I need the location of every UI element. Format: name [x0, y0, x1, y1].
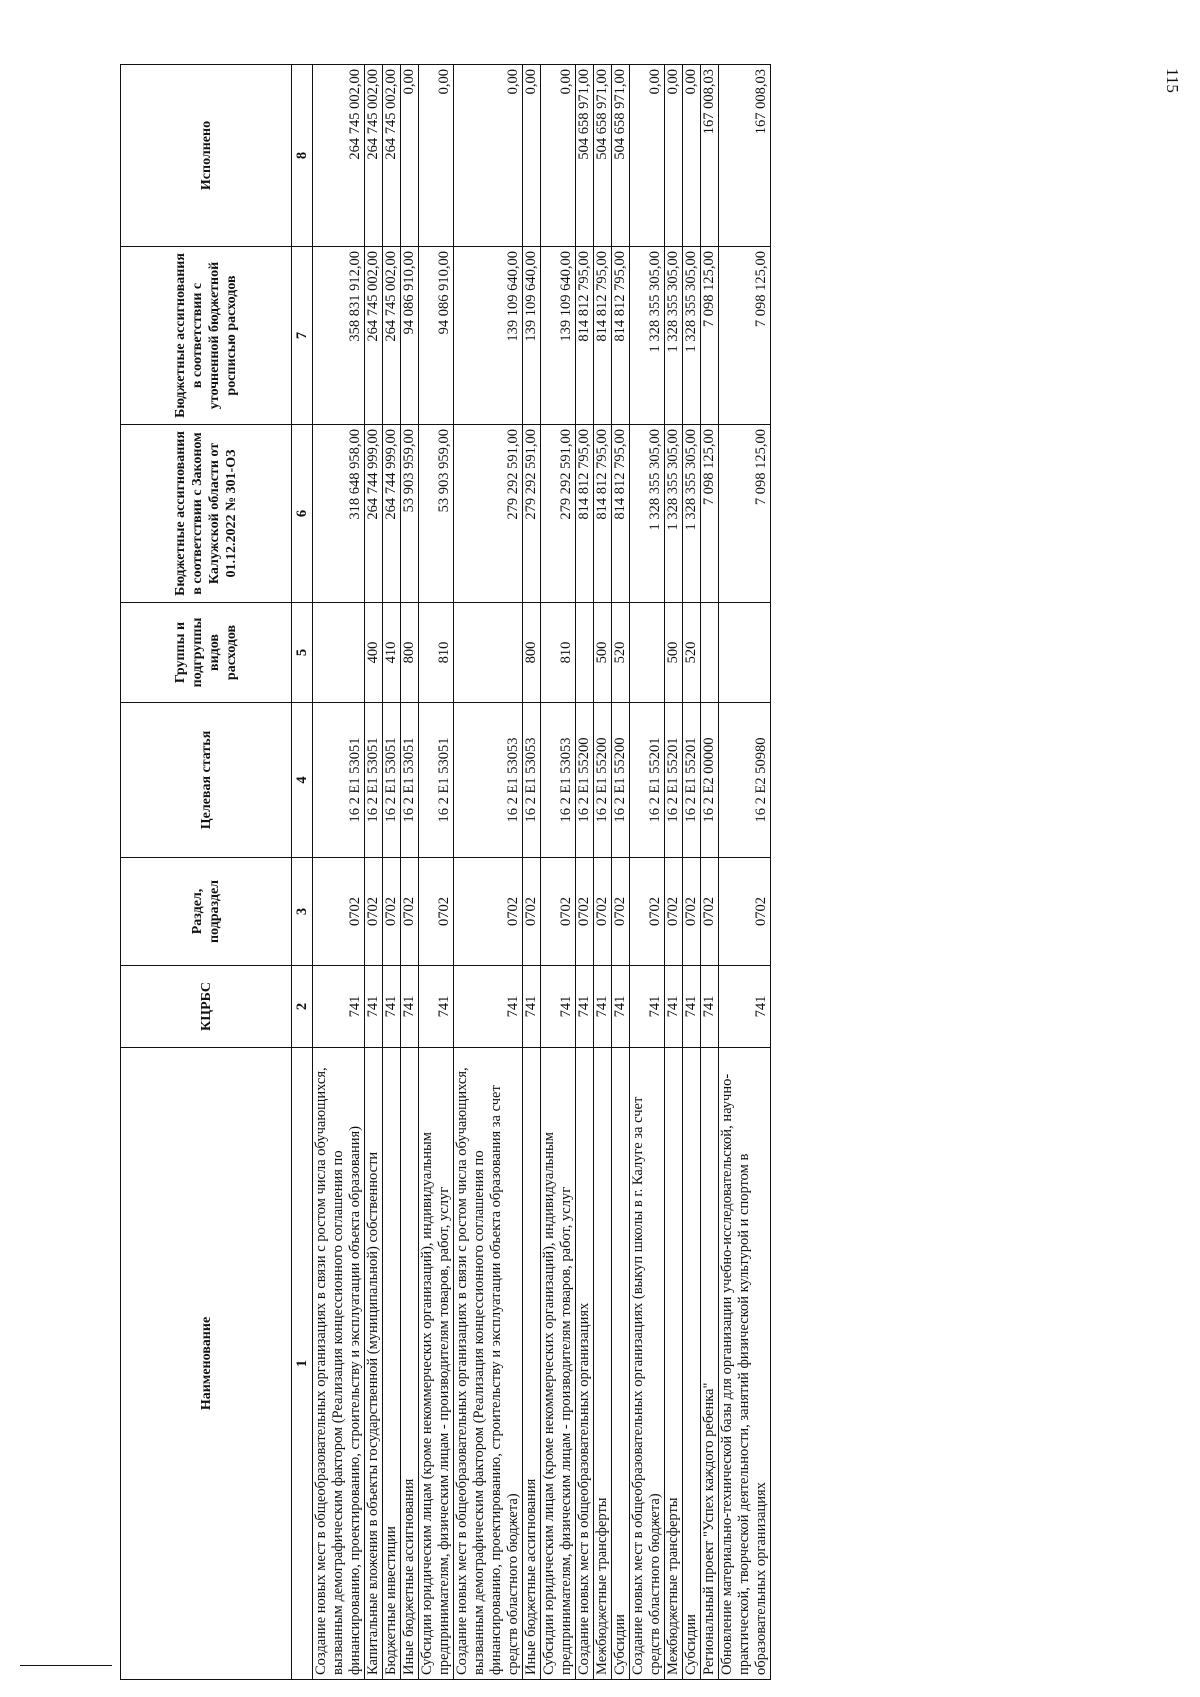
row-razdel: 0702	[701, 858, 719, 966]
row-expense-group: 800	[401, 603, 419, 703]
row-razdel: 0702	[541, 858, 576, 966]
row-target-article: 16 2 E1 53053	[541, 703, 576, 858]
row-law-amount: 279 292 591,00	[541, 425, 576, 603]
row-plan-amount: 7 098 125,00	[719, 247, 771, 425]
row-name: Создание новых мест в общеобразовательных организациях (выкуп школы в г. Калуге за счет средств областного бюджета)	[630, 1048, 665, 1680]
row-kcrbs: 741	[719, 966, 771, 1048]
row-plan-amount: 264 745 002,00	[383, 247, 401, 425]
row-target-article: 16 2 E1 55201	[665, 703, 683, 858]
row-razdel: 0702	[365, 858, 383, 966]
row-kcrbs: 741	[630, 966, 665, 1048]
row-kcrbs: 741	[401, 966, 419, 1048]
table-row	[719, 65, 771, 1680]
row-name: Иные бюджетные ассигнования	[523, 1048, 541, 1680]
row-executed-amount: 0,00	[523, 65, 541, 247]
row-target-article: 16 2 E1 53051	[383, 703, 401, 858]
page-number: 115	[1163, 68, 1182, 93]
header-expense-groups: Группы и подгруппы видов расходов	[121, 603, 292, 703]
column-number: 7	[292, 247, 313, 425]
row-kcrbs: 741	[454, 966, 523, 1048]
row-name: Создание новых мест в общеобразовательных организациях в связи с ростом числа обучающихся, вызванным демографическим фактором (Реализация концессионного соглашения по финансированию, проектированию, строительству и эксплуатации объекта образования за счет средств областного бюджета)	[454, 1048, 523, 1680]
row-kcrbs: 741	[365, 966, 383, 1048]
row-executed-amount: 167 008,03	[719, 65, 771, 247]
row-target-article: 16 2 E2 50980	[719, 703, 771, 858]
row-target-article: 16 2 E1 53053	[523, 703, 541, 858]
table-row	[612, 65, 630, 1680]
row-expense-group: 520	[683, 603, 701, 703]
row-law-amount: 7 098 125,00	[701, 425, 719, 603]
row-executed-amount: 264 745 002,00	[383, 65, 401, 247]
row-target-article: 16 2 E1 53051	[313, 703, 365, 858]
row-law-amount: 1 328 355 305,00	[665, 425, 683, 603]
row-kcrbs: 741	[419, 966, 454, 1048]
row-expense-group	[576, 603, 594, 703]
column-number: 2	[292, 966, 313, 1048]
column-number: 6	[292, 425, 313, 603]
row-executed-amount: 0,00	[665, 65, 683, 247]
table-row	[630, 65, 665, 1680]
row-law-amount: 7 098 125,00	[719, 425, 771, 603]
row-razdel: 0702	[630, 858, 665, 966]
row-razdel: 0702	[454, 858, 523, 966]
column-number-row	[292, 65, 313, 1680]
row-razdel: 0702	[313, 858, 365, 966]
row-target-article: 16 2 E1 55200	[612, 703, 630, 858]
row-plan-amount: 358 831 912,00	[313, 247, 365, 425]
header-target-article: Целевая статья	[121, 703, 292, 858]
row-name: Субсидии	[612, 1048, 630, 1680]
table-row	[419, 65, 454, 1680]
row-plan-amount: 1 328 355 305,00	[683, 247, 701, 425]
row-target-article: 16 2 E1 53051	[401, 703, 419, 858]
row-executed-amount: 0,00	[541, 65, 576, 247]
row-expense-group: 800	[523, 603, 541, 703]
budget-table	[120, 64, 771, 1680]
column-number: 1	[292, 1048, 313, 1680]
row-law-amount: 318 648 958,00	[313, 425, 365, 603]
row-executed-amount: 504 658 971,00	[576, 65, 594, 247]
row-razdel: 0702	[401, 858, 419, 966]
row-law-amount: 814 812 795,00	[612, 425, 630, 603]
row-kcrbs: 741	[612, 966, 630, 1048]
row-target-article: 16 2 E2 00000	[701, 703, 719, 858]
row-razdel: 0702	[594, 858, 612, 966]
row-razdel: 0702	[523, 858, 541, 966]
row-name: Бюджетные инвестиции	[383, 1048, 401, 1680]
row-expense-group: 520	[612, 603, 630, 703]
column-number: 5	[292, 603, 313, 703]
budget-table-container	[120, 65, 1045, 1680]
row-executed-amount: 0,00	[683, 65, 701, 247]
row-plan-amount: 7 098 125,00	[701, 247, 719, 425]
row-kcrbs: 741	[383, 966, 401, 1048]
table-row	[401, 65, 419, 1680]
header-law-allocations: Бюджетные ассигнования в соответствии с Законом Калужской области от 01.12.2022 № 301-ОЗ	[121, 425, 292, 603]
header-plan-allocations: Бюджетные ассигнования в соответствии с уточненной бюджетной росписью расходов	[121, 247, 292, 425]
row-kcrbs: 741	[576, 966, 594, 1048]
row-target-article: 16 2 E1 55200	[594, 703, 612, 858]
table-row	[541, 65, 576, 1680]
row-kcrbs: 741	[594, 966, 612, 1048]
row-plan-amount: 1 328 355 305,00	[665, 247, 683, 425]
row-expense-group	[454, 603, 523, 703]
row-law-amount: 1 328 355 305,00	[683, 425, 701, 603]
column-number: 8	[292, 65, 313, 247]
row-plan-amount: 139 109 640,00	[523, 247, 541, 425]
row-expense-group	[701, 603, 719, 703]
row-executed-amount: 0,00	[401, 65, 419, 247]
row-executed-amount: 504 658 971,00	[612, 65, 630, 247]
row-expense-group	[719, 603, 771, 703]
column-number: 4	[292, 703, 313, 858]
row-name: Региональный проект "Успех каждого ребенка"	[701, 1048, 719, 1680]
table-row	[665, 65, 683, 1680]
row-target-article: 16 2 E1 53051	[365, 703, 383, 858]
row-target-article: 16 2 E1 53051	[419, 703, 454, 858]
row-name: Иные бюджетные ассигнования	[401, 1048, 419, 1680]
header-name: Наименование	[121, 1048, 292, 1680]
row-executed-amount: 0,00	[454, 65, 523, 247]
row-plan-amount: 94 086 910,00	[401, 247, 419, 425]
table-row	[523, 65, 541, 1680]
row-expense-group	[630, 603, 665, 703]
row-expense-group: 500	[594, 603, 612, 703]
row-kcrbs: 741	[541, 966, 576, 1048]
row-executed-amount: 0,00	[419, 65, 454, 247]
row-executed-amount: 0,00	[630, 65, 665, 247]
table-row	[313, 65, 365, 1680]
table-row	[365, 65, 383, 1680]
row-name: Обновление материально-технической базы для организации учебно-исследовательской, научно-практической, творческой деятельности, занятий физической культурой и спортом в образовательных организациях	[719, 1048, 771, 1680]
row-executed-amount: 264 745 002,00	[313, 65, 365, 247]
row-razdel: 0702	[576, 858, 594, 966]
row-plan-amount: 814 812 795,00	[594, 247, 612, 425]
row-target-article: 16 2 E1 55201	[683, 703, 701, 858]
row-razdel: 0702	[665, 858, 683, 966]
row-law-amount: 264 744 999,00	[383, 425, 401, 603]
table-header-row	[121, 65, 292, 1680]
row-name: Создание новых мест в общеобразовательных организациях	[576, 1048, 594, 1680]
row-kcrbs: 741	[683, 966, 701, 1048]
row-name: Субсидии юридическим лицам (кроме некоммерческих организаций), индивидуальным предпринимателям, физическим лицам - производителям товаров, работ, услуг	[541, 1048, 576, 1680]
table-row	[594, 65, 612, 1680]
row-law-amount: 814 812 795,00	[576, 425, 594, 603]
row-kcrbs: 741	[313, 966, 365, 1048]
row-executed-amount: 504 658 971,00	[594, 65, 612, 247]
table-row	[683, 65, 701, 1680]
row-expense-group: 400	[365, 603, 383, 703]
row-law-amount: 1 328 355 305,00	[630, 425, 665, 603]
row-razdel: 0702	[612, 858, 630, 966]
table-row	[701, 65, 719, 1680]
row-law-amount: 279 292 591,00	[454, 425, 523, 603]
row-kcrbs: 741	[665, 966, 683, 1048]
row-name: Межбюджетные трансферты	[665, 1048, 683, 1680]
row-plan-amount: 94 086 910,00	[419, 247, 454, 425]
row-expense-group	[313, 603, 365, 703]
row-razdel: 0702	[719, 858, 771, 966]
row-kcrbs: 741	[701, 966, 719, 1048]
row-name: Межбюджетные трансферты	[594, 1048, 612, 1680]
header-razdel: Раздел, подраздел	[121, 858, 292, 966]
row-plan-amount: 139 109 640,00	[541, 247, 576, 425]
row-law-amount: 279 292 591,00	[523, 425, 541, 603]
table-row	[454, 65, 523, 1680]
row-name: Субсидии	[683, 1048, 701, 1680]
row-razdel: 0702	[683, 858, 701, 966]
row-executed-amount: 264 745 002,00	[365, 65, 383, 247]
row-razdel: 0702	[419, 858, 454, 966]
header-kcrbs: КЦРБС	[121, 966, 292, 1048]
row-expense-group: 500	[665, 603, 683, 703]
row-law-amount: 264 744 999,00	[365, 425, 383, 603]
row-kcrbs: 741	[523, 966, 541, 1048]
row-target-article: 16 2 E1 55201	[630, 703, 665, 858]
row-plan-amount: 1 328 355 305,00	[630, 247, 665, 425]
header-executed: Исполнено	[121, 65, 292, 247]
column-number: 3	[292, 858, 313, 966]
row-plan-amount: 814 812 795,00	[576, 247, 594, 425]
row-target-article: 16 2 E1 55200	[576, 703, 594, 858]
row-name: Создание новых мест в общеобразовательных организациях в связи с ростом числа обучающихся, вызванным демографическим фактором (Реализация концессионного соглашения по финансированию, проектированию, строительству и эксплуатации объекта образования)	[313, 1048, 365, 1680]
row-plan-amount: 814 812 795,00	[612, 247, 630, 425]
row-plan-amount: 264 745 002,00	[365, 247, 383, 425]
row-name: Субсидии юридическим лицам (кроме некоммерческих организаций), индивидуальным предпринимателям, физическим лицам - производителям товаров, работ, услуг	[419, 1048, 454, 1680]
row-executed-amount: 167 008,03	[701, 65, 719, 247]
row-expense-group: 810	[419, 603, 454, 703]
row-razdel: 0702	[383, 858, 401, 966]
row-law-amount: 53 903 959,00	[401, 425, 419, 603]
row-name: Капитальные вложения в объекты государственной (муниципальной) собственности	[365, 1048, 383, 1680]
row-expense-group: 410	[383, 603, 401, 703]
row-expense-group: 810	[541, 603, 576, 703]
row-target-article: 16 2 E1 53053	[454, 703, 523, 858]
row-plan-amount: 139 109 640,00	[454, 247, 523, 425]
table-row	[383, 65, 401, 1680]
table-row	[576, 65, 594, 1680]
row-law-amount: 53 903 959,00	[419, 425, 454, 603]
row-law-amount: 814 812 795,00	[594, 425, 612, 603]
